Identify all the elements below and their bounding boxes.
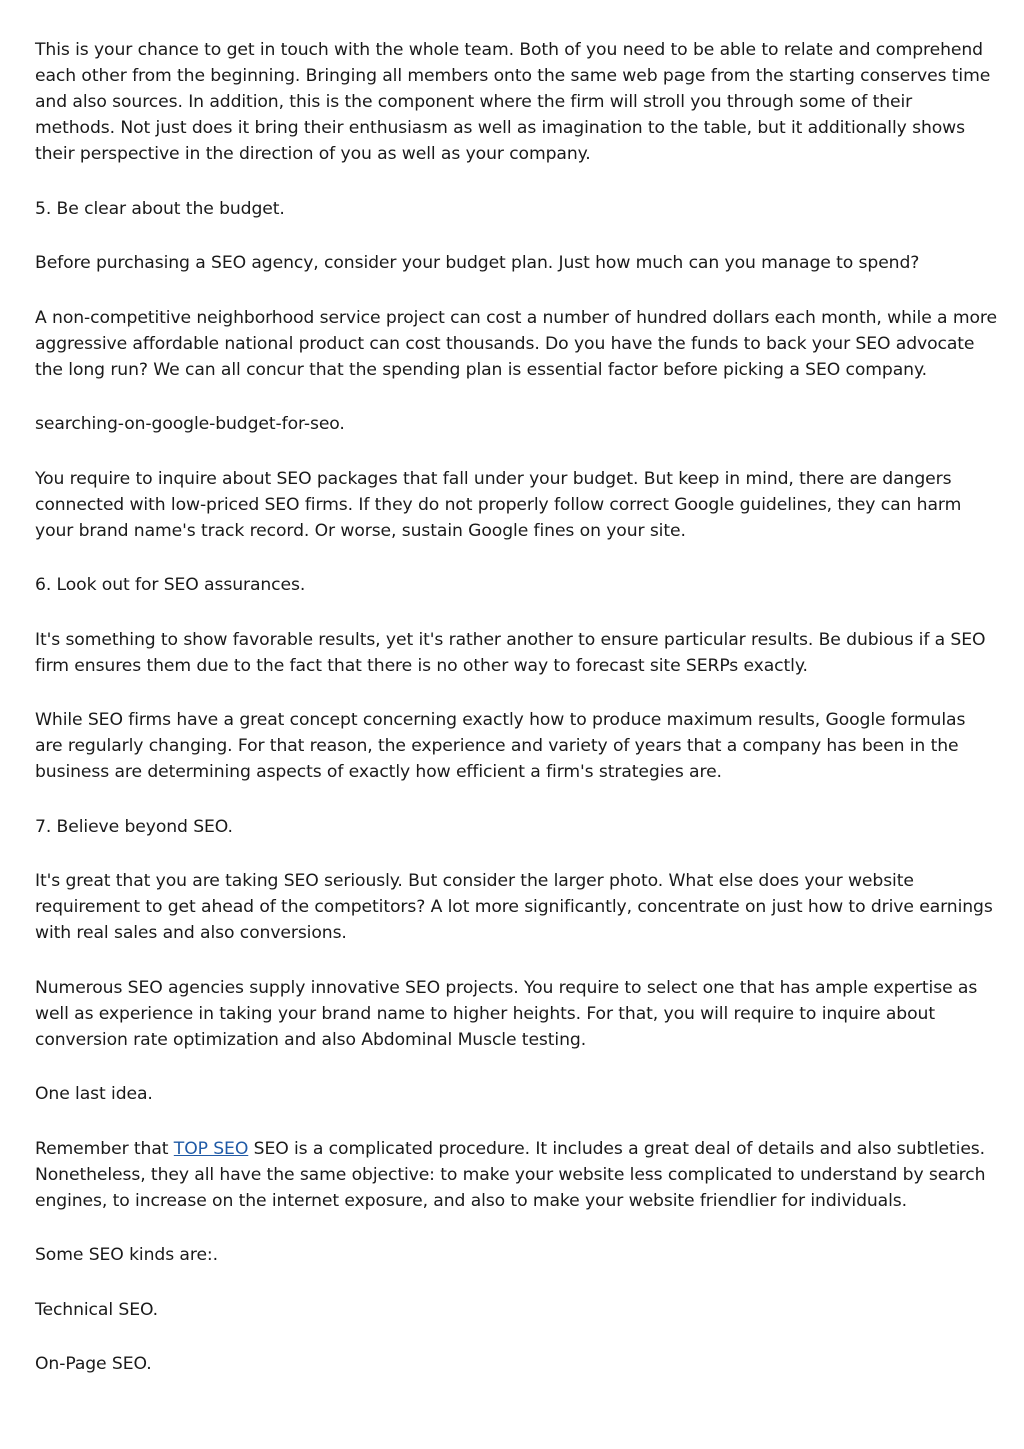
paragraph-google-formulas: While SEO firms have a great concept concerning exactly how to produce maximum results, Google formulas are regularly changing. For that reason, the experience and variety of years that a company has been in the business are determining aspects of exactly how efficient a firm's strategies are. (35, 710, 966, 782)
paragraph-larger-photo: It's great that you are taking SEO seriously. But consider the larger photo. What else does your website requirement to get ahead of the competitors? A lot more significantly, concentrate on just how to drive earnings with real sales and also conversions. (35, 871, 993, 943)
paragraph-budget-question: Before purchasing a SEO agency, consider your budget plan. Just how much can you manage to spend? (35, 253, 920, 273)
image-caption-budget: searching-on-google-budget-for-seo. (35, 414, 345, 434)
paragraph-remember (35, 1136, 997, 1214)
heading-seo-assurances: 6. Look out for SEO assurances. (35, 575, 306, 595)
list-item-technical-seo: Technical SEO. (35, 1299, 159, 1320)
paragraph-seo-agencies: Numerous SEO agencies supply innovative SEO projects. You require to select one that has ample expertise as well as experience in taking your brand name to higher heights. For that, you will require to inquire about conversion rate optimization and also Abdominal Muscle testing. (35, 977, 978, 1050)
paragraph-seo-kinds: Some SEO kinds are:. (35, 1245, 218, 1265)
paragraph-seo-packages: You require to inquire about SEO packages that fall under your budget. But keep in mind, there are dangers connected with low-priced SEO firms. If they do not properly follow correct Google guidelines, they can harm your brand name's track record. Or worse, sustain Google fines on your site. (35, 468, 962, 541)
heading-budget: 5. Be clear about the budget. (35, 198, 285, 219)
list-item-on-page-seo: On-Page SEO. (35, 1354, 152, 1374)
heading-last-idea: One last idea. (35, 1084, 153, 1104)
paragraph-remember-before: Remember that (35, 1138, 174, 1159)
paragraph-results: It's something to show favorable results, yet it's rather another to ensure particular results. Be dubious if a SEO firm ensures them due to the fact that there is no other way to forecast site SERPs exactly. (35, 629, 986, 676)
paragraph-team-contact: This is your chance to get in touch with the whole team. Both of you need to be able to relate and comprehend each other from the beginning. Bringing all members onto the same web page from the starting conserves time and also sources. In addition, this is the component where the firm will stroll you through some of their methods. Not just does it bring their enthusiasm as well as imagination to the table, but it additionally shows their perspective in the direction of you as well as your company. (35, 40, 991, 164)
paragraph-remember-after: SEO is a complicated procedure. It includes a great deal of details and also subtleties. Nonetheless, they all have the same objective: to make your website less complicated to understand by search engines, to increase on the internet exposure, and also to make your website friendlier for individuals. (35, 1138, 986, 1211)
paragraph-budget-cost: A non-competitive neighborhood service project can cost a number of hundred dollars each month, while a more aggressive affordable national product can cost thousands. Do you have the funds to back your SEO advocate the long run? We can all concur that the spending plan is essential factor before picking a SEO company. (35, 307, 997, 380)
heading-beyond-seo: 7. Believe beyond SEO. (35, 816, 233, 837)
top-seo-link[interactable]: TOP SEO (173, 1138, 249, 1159)
document-body (35, 37, 997, 1406)
